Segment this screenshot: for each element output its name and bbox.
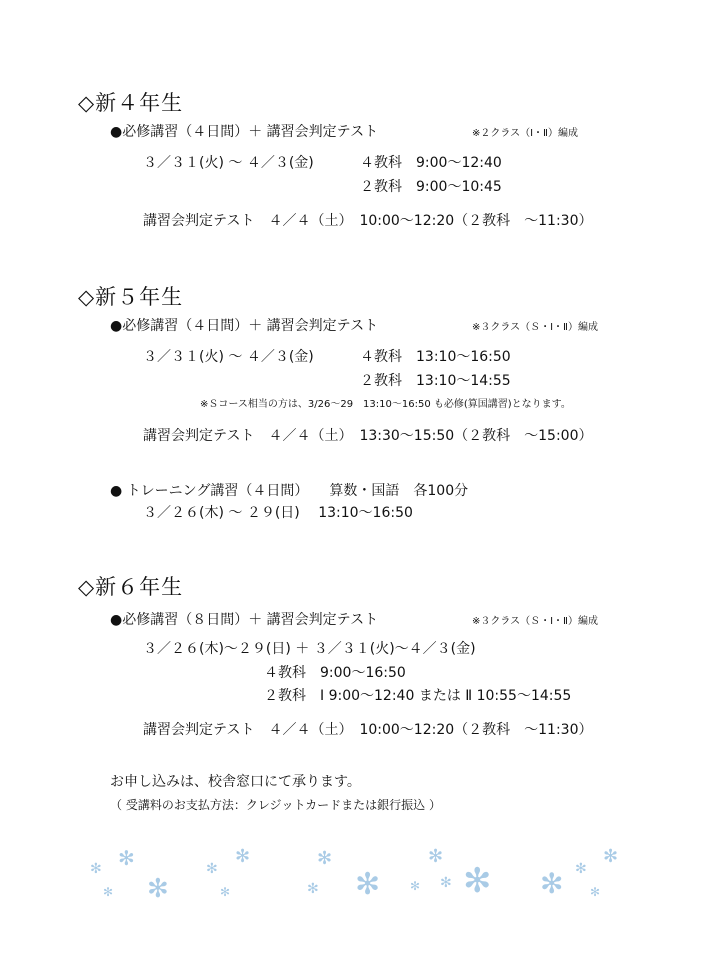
snowflake-icon: ✻ <box>603 846 619 867</box>
grade6-heading: ◇新６年生 <box>78 575 184 599</box>
snowflake-icon: ✻ <box>440 875 452 891</box>
grade4-dates: ３／３１(火) ～ ４／３(金) <box>143 155 314 171</box>
grade5-class-note: ※３クラス（Ｓ・Ⅰ・Ⅱ）編成 <box>472 322 598 333</box>
grade4-subj2: ２教科 9:00～10:45 <box>360 179 502 195</box>
grade5-s-course-note: ※Ｓコース相当の方は、3/26～29 13:10～16:50 も必修(算国講習)となります。 <box>200 399 571 410</box>
snowflake-icon: ✻ <box>118 846 135 870</box>
grade6-test: 講習会判定テスト ４／４（土） 10:00～12:20（２教科 ～11:30） <box>143 722 593 738</box>
grade4-heading: ◇新４年生 <box>78 91 184 115</box>
snowflake-icon: ✻ <box>428 846 444 867</box>
grade5-subj4: ４教科 13:10～16:50 <box>360 349 511 365</box>
grade6-subj2: ２教科 Ⅰ 9:00～12:40 または Ⅱ 10:55～14:55 <box>264 688 572 704</box>
grade4-test: 講習会判定テスト ４／４（土） 10:00～12:20（２教科 ～11:30） <box>143 213 593 229</box>
grade5-test: 講習会判定テスト ４／４（土） 13:30～15:50（２教科 ～15:00） <box>143 428 593 444</box>
grade6-subj4: ４教科 9:00～16:50 <box>264 665 406 681</box>
grade6-dates: ３／２６(木)～２９(日) ＋ ３／３１(火)～４／３(金) <box>143 641 476 657</box>
snowflake-icon: ✻ <box>147 874 169 904</box>
grade4-course: ●必修講習（４日間）＋ 講習会判定テスト <box>110 124 379 140</box>
snowflake-icon: ✻ <box>590 885 601 899</box>
grade6-class-note: ※３クラス（Ｓ・Ⅰ・Ⅱ）編成 <box>472 616 598 627</box>
grade5-training: ● トレーニング講習（４日間） 算数・国語 各100分 <box>110 483 469 499</box>
snowflake-icon: ✻ <box>220 885 231 899</box>
grade5-course: ●必修講習（４日間）＋ 講習会判定テスト <box>110 318 379 334</box>
snowflake-icon: ✻ <box>307 881 319 897</box>
snowflake-icon: ✻ <box>463 861 492 901</box>
grade6-course: ●必修講習（８日間）＋ 講習会判定テスト <box>110 612 379 628</box>
snowflake-icon: ✻ <box>540 867 564 900</box>
snowflake-icon: ✻ <box>575 861 587 877</box>
snowflake-icon: ✻ <box>90 861 102 877</box>
snowflake-icon: ✻ <box>410 879 421 893</box>
snowflake-icon: ✻ <box>103 885 114 899</box>
grade5-training-dates: ３／２６(木) ～ ２９(日) 13:10～16:50 <box>143 505 413 521</box>
application-note: お申し込みは、校舎窓口にて承ります。 <box>110 774 361 790</box>
grade4-subj4: ４教科 9:00～12:40 <box>360 155 502 171</box>
grade4-class-note: ※２クラス（Ⅰ・Ⅱ）編成 <box>472 128 578 139</box>
snowflake-icon: ✻ <box>355 867 381 902</box>
payment-note: （ 受講料のお支払方法：クレジットカードまたは銀行振込 ） <box>110 798 441 812</box>
grade5-dates: ３／３１(火) ～ ４／３(金) <box>143 349 314 365</box>
snowflake-icon: ✻ <box>317 848 333 869</box>
snowflake-icon: ✻ <box>206 861 218 877</box>
snowflake-icon: ✻ <box>235 846 251 867</box>
grade5-subj2: ２教科 13:10～14:55 <box>360 373 511 389</box>
grade5-heading: ◇新５年生 <box>78 285 184 309</box>
